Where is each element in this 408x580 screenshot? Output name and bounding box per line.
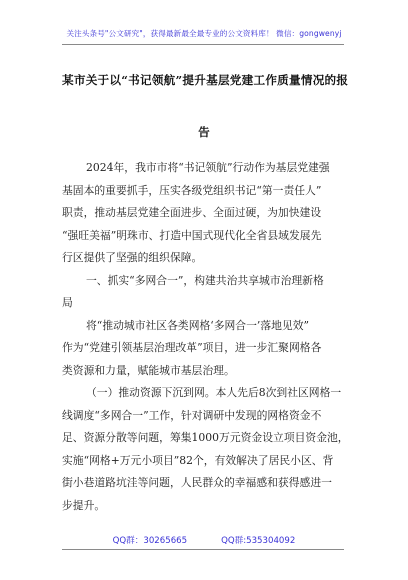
body-line: 将“推动城市社区各类网格‘多网合一’落地见效” xyxy=(86,318,310,332)
section-heading: 一、抓实“多网合一”，构建共治共享城市治理新格 xyxy=(86,273,324,287)
body-line: 街小巷道路坑洼等问题，人民群众的幸福感和获得感进一 xyxy=(62,476,332,489)
body-line: 线调度“多网合一”工作，针对调研中发现的网格资金不 xyxy=(62,408,322,422)
body-line: 类资源和力量，赋能城市基层治理。 xyxy=(62,363,235,377)
footer-divider xyxy=(62,549,344,550)
header-note: 关注头条号"公文研究"，获得最新最全最专业的公文资料库！ 微信：gongwenyj xyxy=(66,29,342,38)
header-divider xyxy=(62,44,344,45)
body-line: 行区提供了坚强的组织保障。 xyxy=(62,251,203,264)
footer-qq-group-1: QQ群：30265665 xyxy=(112,536,188,546)
body-line: “强旺美福”明珠市、打造中国式现代化全省县域发展先 xyxy=(62,228,322,242)
body-line: 步提升。 xyxy=(62,498,106,512)
subsection-line: （一）推动资源下沉到网。本人先后8次到社区网格一 xyxy=(86,386,342,399)
document-title-line-1: 某市关于以“书记领航”提升基层党建工作质量情况的报 xyxy=(62,73,349,87)
document-title-line-2: 告 xyxy=(198,125,210,139)
body-line: 作为“党建引领基层治理改革”项目，进一步汇聚网格各 xyxy=(62,341,322,354)
section-heading-cont: 局 xyxy=(62,296,73,309)
body-line: 2024年，我市市将“书记领航”行动作为基层党建强 xyxy=(86,161,330,174)
body-line: 职责，推动基层党建全面进步、全面过硬，为加快建设 xyxy=(62,206,322,219)
body-line: 足、资源分散等问题，筹集1000万元资金设立项目资金池， xyxy=(62,431,349,444)
footer-qq-groups xyxy=(0,534,408,546)
body-line: 实施“网格+万元小项目”82个，有效解决了居民小区、背 xyxy=(62,453,334,467)
footer-qq-group-2: QQ群:535304092 xyxy=(221,536,296,546)
body-line: 基固本的重要抓手，压实各级党组织书记“第一责任人” xyxy=(62,183,322,197)
